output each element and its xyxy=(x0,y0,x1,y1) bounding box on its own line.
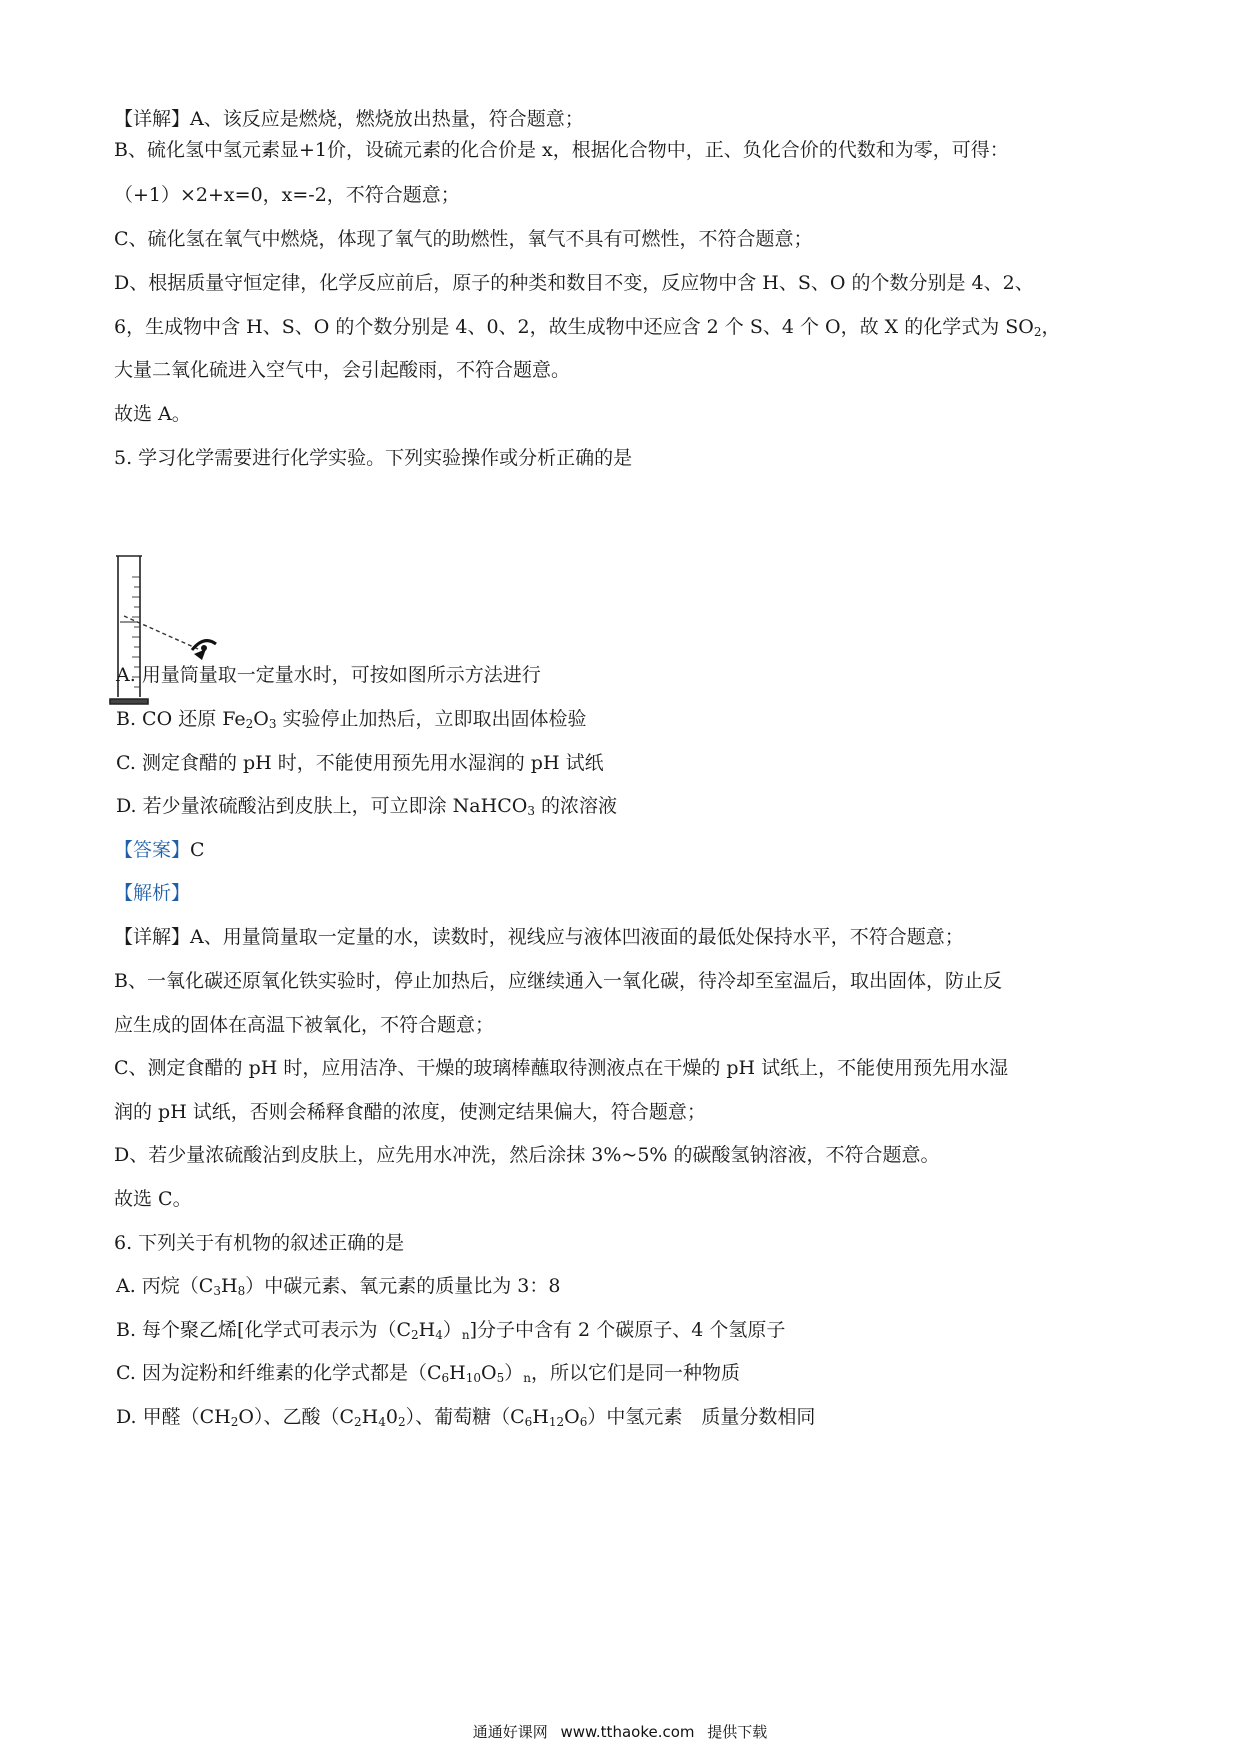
q5-option-d: D. 若少量浓硫酸沾到皮肤上，可立即涂 NaHCO$_3$ 的浓溶液 xyxy=(116,795,617,818)
q4-detail-line-c: C、硫化氢在氧气中燃烧，体现了氧气的助燃性，氧气不具有可燃性，不符合题意； xyxy=(114,228,813,250)
footer xyxy=(0,1721,1240,1742)
q4-detail-line-d1: D、根据质量守恒定律，化学反应前后，原子的种类和数目不变，反应物中含 H、S、O 的个数分别是 4、2、 xyxy=(114,272,1034,294)
q5-option-c: C. 测定食醋的 pH 时，不能使用预先用水湿润的 pH 试纸 xyxy=(116,752,604,774)
q5-detail-c2: 润的 pH 试纸，否则会稀释食醋的浓度，使测定结果偏大，符合题意； xyxy=(114,1101,706,1123)
q5-option-b: B. CO 还原 $Fe_2O_3$ 实验停止加热后，立即取出固体检验 xyxy=(116,708,587,731)
q6-option-c: C. 因为淀粉和纤维素的化学式都是$(C_6H_{10}O_5)_n$，所以它们是同一种物质 xyxy=(116,1362,740,1385)
q5-detail-a: 【详解】A、用量筒量取一定量的水，读数时，视线应与液体凹液面的最低处保持水平，不符合题意； xyxy=(114,926,964,948)
q5-conclusion: 故选 C。 xyxy=(114,1188,192,1210)
q5-analysis-tag: 【解析】 xyxy=(114,882,191,904)
eye-icon xyxy=(192,641,216,660)
q5-option-a: A. 用量筒量取一定量水时，可按如图所示方法进行 xyxy=(116,664,541,686)
q5-answer: 【答案】C xyxy=(114,839,205,861)
footer-note: 提供下载 xyxy=(707,1723,768,1741)
answer-tag: 【答案】 xyxy=(114,839,191,861)
q5-detail-b2: 应生成的固体在高温下被氧化，不符合题意； xyxy=(114,1014,495,1036)
q6-stem: 6. 下列关于有机物的叙述正确的是 xyxy=(114,1232,405,1254)
q4-detail-line-b2: （+1）×2+x=0，x=-2，不符合题意； xyxy=(114,184,460,206)
q5-detail-d: D、若少量浓硫酸沾到皮肤上，应先用水冲洗，然后涂抹 3%~5% 的碳酸氢钠溶液，不符合题意。 xyxy=(114,1144,940,1166)
q5-detail-b1: B、一氧化碳还原氧化铁实验时，停止加热后，应继续通入一氧化碳，待冷却至室温后，取出固体，防止反 xyxy=(114,970,1002,992)
footer-url[interactable]: www.tthaoke.com xyxy=(560,1723,695,1741)
q6-option-a: A. 丙烷$(C_3H_8)$中碳元素、氧元素的质量比为 3：8 xyxy=(116,1275,561,1298)
q4-detail-line-d2: 6，生成物中含 H、S、O 的个数分别是 4、0、2，故生成物中还应含 2 个 S、4 个 O，故 X 的化学式为 $SO_2$， xyxy=(114,316,1061,339)
q6-option-d: D. 甲醛$(CH_2O)$、乙酸$(C_2H_40_2)$、葡萄糖$(C_6H_{12}O_6)$中氢元素 质量分数相同 xyxy=(116,1406,816,1429)
q4-detail-line-d3: 大量二氧化硫进入空气中，会引起酸雨，不符合题意。 xyxy=(114,359,571,381)
q4-detail-line-b1: B、硫化氢中氢元素显+1价，设硫元素的化合价是 x，根据化合物中，正、负化合价的代数和为零，可得： xyxy=(114,139,1009,161)
q4-conclusion: 故选 A。 xyxy=(114,403,191,425)
q5-detail-c1: C、测定食醋的 pH 时，应用洁净、干燥的玻璃棒蘸取待测液点在干燥的 pH 试纸上，不能使用预先用水湿 xyxy=(114,1057,1009,1079)
q5-stem: 5. 学习化学需要进行化学实验。下列实验操作或分析正确的是 xyxy=(114,447,633,469)
q6-option-b: B. 每个聚乙烯[化学式可表示为$(C_2H_4)_n$]分子中含有 2 个碳原子、4 个氢原子 xyxy=(116,1319,786,1342)
footer-site: 通通好课网 xyxy=(472,1723,548,1741)
q4-detail-line-a: 【详解】A、该反应是燃烧，燃烧放出热量，符合题意； xyxy=(114,108,584,130)
